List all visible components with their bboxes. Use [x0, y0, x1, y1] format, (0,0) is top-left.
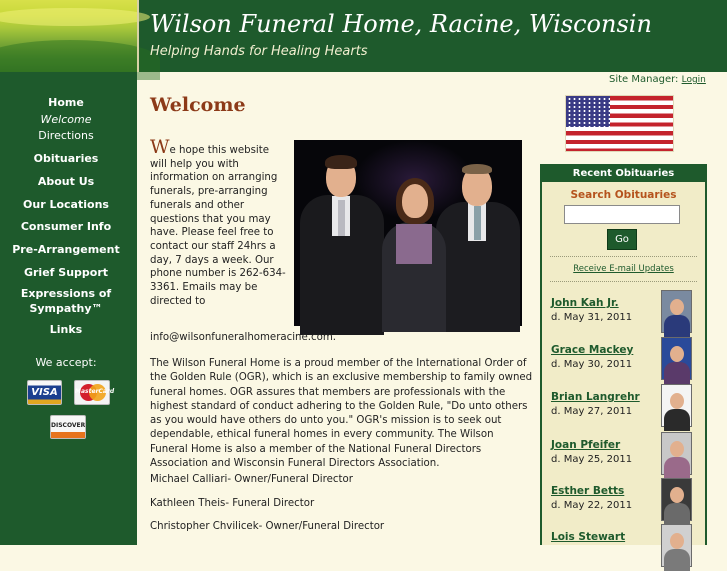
obituary-name-link[interactable]: Brian Langrehr — [551, 391, 640, 403]
nav-item-home[interactable]: Home — [48, 96, 84, 109]
obituary-list-item — [550, 432, 700, 476]
site-title: Wilson Funeral Home, Racine, Wisconsin — [150, 10, 652, 38]
nav-item-about-us[interactable]: About Us — [37, 175, 95, 188]
discover-card-icon — [50, 415, 86, 439]
obituary-name-link[interactable]: Lois Stewart — [551, 531, 626, 543]
obituary-photo[interactable] — [661, 384, 692, 427]
nav-item-obituaries[interactable]: Obituaries — [33, 152, 99, 165]
site-manager-label: Site Manager: — [609, 74, 679, 85]
staff-group-photo — [294, 140, 522, 326]
staff-line-1: Michael Calliari- Owner/Funeral Director — [150, 474, 353, 485]
obituary-list-item — [550, 337, 700, 381]
nav-item-pre-arrangement[interactable]: Pre-Arrangement — [12, 243, 120, 256]
header-divider — [137, 0, 139, 72]
nav-item-expressions-of-sympathy[interactable]: Expressions of — [20, 287, 112, 300]
sidebar-nav — [0, 72, 137, 545]
payment-accept-label: We accept: — [35, 356, 97, 369]
obituary-name-link[interactable]: Esther Betts — [551, 485, 625, 497]
site-header — [0, 0, 727, 72]
recent-obituaries-header: Recent Obituaries — [542, 166, 705, 182]
visa-card-icon — [27, 380, 62, 405]
obituary-name-link[interactable]: Grace Mackey — [551, 344, 634, 356]
obituary-list-item — [550, 290, 700, 334]
us-flag-image — [565, 95, 674, 152]
obituary-date: d. May 27, 2011 — [551, 406, 633, 417]
search-obituaries-label: Search Obituaries — [570, 189, 677, 201]
obituary-list-item — [550, 384, 700, 428]
login-link[interactable]: Login — [681, 75, 706, 85]
obituary-photo[interactable] — [661, 478, 692, 521]
staff-line-3: Christopher Chvilicek- Owner/Funeral Director — [150, 521, 385, 532]
obituary-photo[interactable] — [661, 432, 692, 475]
staff-line-2: Kathleen Theis- Funeral Director — [150, 498, 315, 509]
mastercard-text: MasterCard — [75, 388, 115, 395]
intro-text: e hope this website will help you with information on arranging funerals, pre-arranging funerals and other questions that you may have. Please feel free to contact our staff 24hrs a day, 7 days a week. Our phone number is 262-634-3361. Emails may be directed to — [150, 145, 286, 307]
obituary-photo[interactable] — [661, 524, 692, 567]
header-field-photo — [0, 0, 137, 72]
page-title: Welcome — [150, 94, 246, 116]
receive-email-updates-link[interactable]: Receive E-mail Updates — [573, 264, 674, 274]
panel-divider — [550, 281, 697, 282]
search-go-button[interactable]: Go — [607, 229, 637, 250]
obituary-name-link[interactable]: John Kah Jr. — [551, 297, 619, 309]
nav-item-expressions-of-sympathy-line2[interactable]: Sympathy™ — [29, 302, 103, 315]
obituary-search-input[interactable] — [564, 205, 680, 224]
nav-item-grief-support[interactable]: Grief Support — [23, 266, 109, 279]
obituary-date: d. May 22, 2011 — [551, 500, 633, 511]
discover-card-text: DISCOVER — [51, 422, 86, 429]
obituary-list-item — [550, 478, 700, 522]
contact-email[interactable]: info@wilsonfuneralhomeracine.com. — [150, 332, 337, 343]
visa-card-text: VISA — [31, 387, 58, 398]
nav-item-links[interactable]: Links — [49, 323, 83, 336]
obituary-name-link[interactable]: Joan Pfeifer — [551, 439, 621, 451]
nav-item-our-locations[interactable]: Our Locations — [23, 198, 109, 211]
site-tagline: Helping Hands for Healing Hearts — [150, 44, 368, 59]
mastercard-icon — [74, 380, 115, 405]
obituary-date: d. May 31, 2011 — [551, 312, 633, 323]
obituary-date: d. May 30, 2011 — [551, 359, 633, 370]
nav-item-directions[interactable]: Directions — [38, 129, 94, 142]
obituary-list-item — [550, 524, 700, 568]
obituary-photo[interactable] — [661, 337, 692, 380]
site-manager — [609, 74, 706, 85]
intro-dropcap: W — [150, 136, 170, 158]
nav-item-welcome[interactable]: Welcome — [40, 113, 92, 126]
obituary-photo[interactable] — [661, 290, 692, 333]
nav-item-consumer-info[interactable]: Consumer Info — [20, 220, 112, 233]
recent-obituaries-panel — [540, 164, 707, 545]
panel-divider — [550, 256, 697, 257]
intro-paragraph — [150, 136, 288, 308]
ogr-membership-paragraph: The Wilson Funeral Home is a proud member of the International Order of the Golden Rule (OGR), which is an exclusive membership to family owned funeral homes. OGR assures that members are professionals with the highest standard of conduct adhering to the Golden Rule, "Do unto others as you would have others do unto you." OGR's mission is to seek out dependable, ethical funeral homes in every community. The Wilson Funeral Home is also a member of the National Funeral Directors Association and Wisconsin Funeral Directors Association. — [150, 358, 533, 470]
obituary-date: d. May 25, 2011 — [551, 454, 633, 465]
